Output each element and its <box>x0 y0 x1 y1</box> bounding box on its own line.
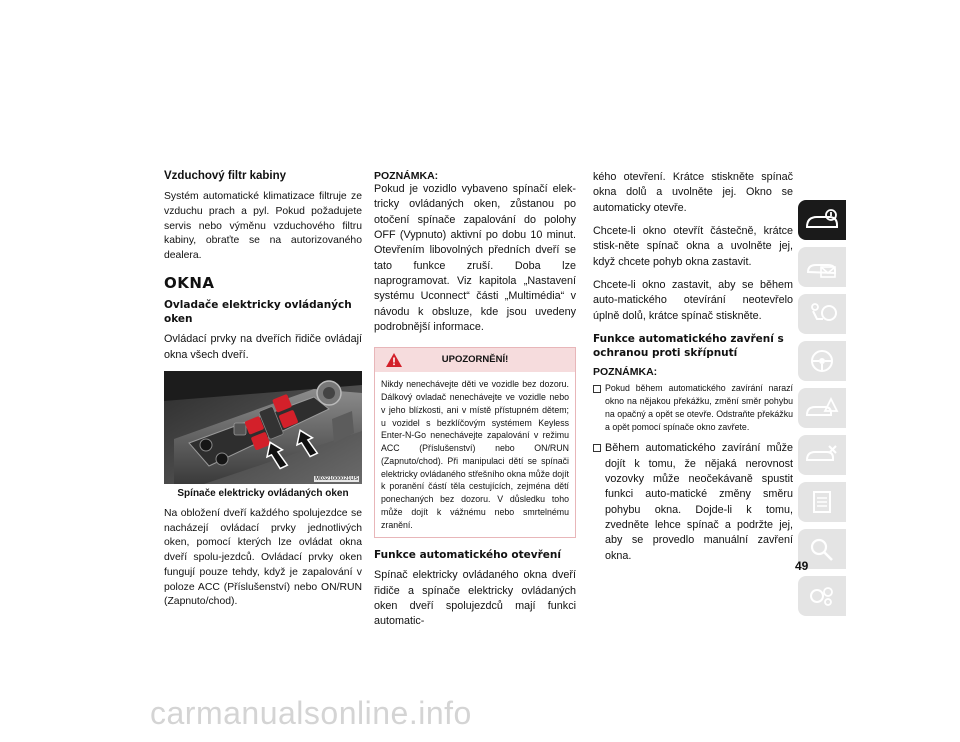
heading-power-window-controls: Ovladače elektricky ovládaných oken <box>164 298 352 325</box>
paragraph-cabin-filter: Systém automatické klimatizace filtruje ze vzduchu prach a pyl. Pokud požadujete servis nebo výměnu vzduchového filtru kabiny, obraťte se na autorizovaného dealera. <box>164 191 362 262</box>
column-middle <box>374 170 576 638</box>
heading-auto-close: Funkce automatického zavření s ochranou proti skřípnutí <box>593 332 784 360</box>
envelope-car-icon <box>805 254 839 280</box>
car-service-icon <box>805 442 839 468</box>
airbag-icon <box>805 301 839 327</box>
tab-car-service[interactable] <box>798 435 846 475</box>
paragraph-auto-open: Spínač elektricky ovládaného okna dveří řidiče a spínače elektricky ovládaných oken dveří spolujezdců mají funkci automatic- <box>374 569 576 628</box>
tab-roadside-warning[interactable] <box>798 388 846 428</box>
window-switch-photo <box>164 371 362 484</box>
tab-airbag[interactable] <box>798 294 846 334</box>
page-number: 49 <box>795 559 809 573</box>
tab-checklist[interactable] <box>798 482 846 522</box>
bullet-item-reverse <box>593 382 793 433</box>
warning-box <box>374 347 576 538</box>
bullet-text-reverse: Pokud během automatického zavírání narazí okno na nějakou překážku, změní směr pohybu na opačný a opět se otevře. Odstraňte překážku a opět pomocí spínače okno zavřete. <box>605 383 793 432</box>
note-label: POZNÁMKA: <box>374 170 439 182</box>
column-left <box>164 170 362 618</box>
paragraph-note: Pokud je vozidlo vybaveno spínačí elek-tricky ovládaných oken, zůstanou po otočení spínače zapalování do polohy OFF (Vypnuto) aktivní po dobu 10 minut. Otevřením libovolných předních dveří se tato funkce zruší. Doba lze naprogramovat. Viz kapitola „Nastavení systému Uconnect“ části „Multimédia“ v návodu k obsluze, kde jsou uvedeny podrobnější informace. <box>374 183 576 333</box>
image-caption: Spínače elektricky ovládaných oken <box>177 487 349 499</box>
tab-envelope-car[interactable] <box>798 247 846 287</box>
column-right <box>593 170 793 572</box>
multimedia-icon <box>805 583 839 609</box>
tab-car-dashboard[interactable] <box>798 200 846 240</box>
bullet-item-road <box>593 441 793 564</box>
paragraph-passenger-controls: Na obložení dveří každého spolujezdce se nacházejí ovládací prvky jednotlivých oken, pomocí kterých lze ovládat okna dveří spolu-jezdců. Ovládací prvky oken fungují pouze tehdy, když je zapalování v poloze ACC (Příslušenství) nebo ON/RUN (Zapnuto/chod). <box>164 507 362 608</box>
bullet-box-icon <box>593 444 601 452</box>
tab-multimedia[interactable] <box>798 576 846 616</box>
watermark: carmanualsonline.info <box>150 695 472 731</box>
paragraph-stop-window: Chcete-li okno zastavit, aby se během auto-matického otevírání neotevřelo úplně dolů, krátce spínač stiskněte. <box>593 278 793 322</box>
paragraph-partial-open: Chcete-li okno otevřít částečně, krátce stisk-něte spínač okna a uvolněte jej, když chcete pohyb okna zastavit. <box>593 224 793 268</box>
warning-header <box>375 348 575 372</box>
image-reference-code: M0321000021US <box>315 475 358 482</box>
paragraph-auto-open-continued: kého otevření. Krátce stiskněte spínač okna dolů a uvolněte jej. Okno se automaticky otevře. <box>593 171 793 214</box>
checklist-icon <box>805 489 839 515</box>
paragraph-power-window-controls: Ovládací prvky na dveřích řidiče ovládají okna všech dveří. <box>164 333 362 361</box>
note-label-right: POZNÁMKA: <box>593 366 658 379</box>
car-dashboard-icon <box>805 207 839 233</box>
heading-auto-open: Funkce automatického otevření <box>374 549 561 562</box>
bullet-text-road: Během automatického zavírání může dojít k tomu, že nějaká nerovnost vozovky může neočekávaně spustit funkci auto-matické změny směru pohybu okna. Dojde-li k tomu, zvedněte lehce spínač a podržte jej, aby se provedlo manuální zavření okna. <box>605 442 793 562</box>
roadside-warning-icon <box>805 395 839 421</box>
tab-steering-wheel[interactable] <box>798 341 846 381</box>
heading-cabin-filter: Vzduchový filtr kabiny <box>164 170 287 182</box>
index-magnifier-icon <box>805 536 839 562</box>
bullet-box-icon <box>593 385 601 393</box>
steering-wheel-icon <box>805 348 839 374</box>
warning-text: Nikdy nenechávejte děti ve vozidle bez dozoru. Dálkový ovladač nenechávejte ve vozidle nebo v jeho blízkosti, ani v místě přístupném dětem; u vozidel s bezklíčovým systémem Keyless Enter-N-Go nenechávejte zapalování v režimu ACC (Příslušenství) nebo ON/RUN (Zapnuto/chod). Při manipulaci dětí se spínači elektricky ovládaného střešního okna může dojít k poranění částí těla cestujících, zejména dětí ponechaných bez dozoru. V důsledku toho může dojít k vážnému nebo smrtelnému zranění. <box>381 379 569 530</box>
section-title-windows: OKNA <box>164 273 215 292</box>
warning-title: UPOZORNĚNÍ! <box>441 354 509 366</box>
